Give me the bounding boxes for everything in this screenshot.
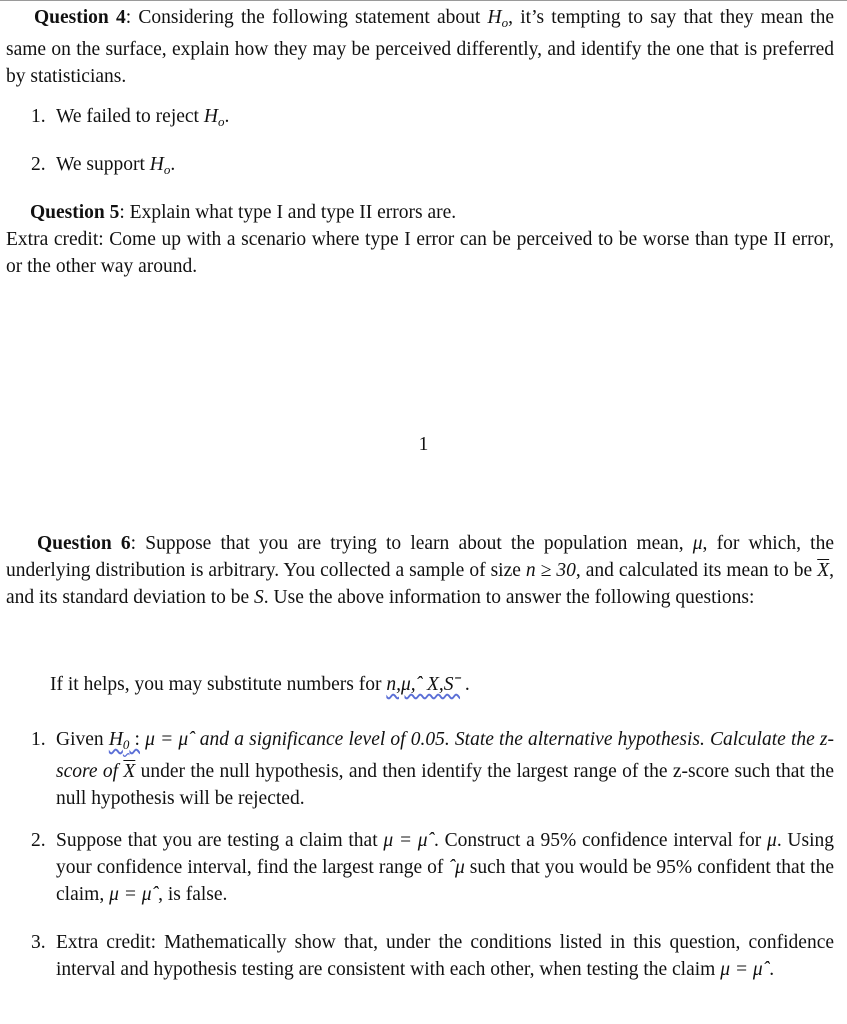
question-4-item-1 bbox=[31, 103, 229, 135]
mu-symbol: μ bbox=[767, 830, 777, 851]
item-text: We support bbox=[56, 154, 150, 175]
question-4-label: Question 4 bbox=[34, 7, 126, 28]
question-5-text: : Explain what type I and type II errors are. bbox=[119, 202, 457, 223]
claim-equation: μ = μˆ bbox=[383, 830, 435, 851]
item-text-b: . Construct a 95% confidence interval for bbox=[434, 830, 768, 851]
question-5-paragraph bbox=[30, 199, 834, 226]
question-6-text-b: , for which, the underlying distribution is arbitrary. You collected a sample of size bbox=[6, 533, 834, 581]
list-number: 2. bbox=[31, 830, 46, 851]
list-number: 2. bbox=[31, 154, 46, 175]
claim-equation: μ = μˆ bbox=[109, 884, 159, 905]
question-4-item-2 bbox=[31, 151, 175, 183]
mu-hat-symbol: ˆμ bbox=[448, 857, 465, 878]
question-6-item-2 bbox=[31, 827, 834, 908]
question-6-text-a: : Suppose that you are trying to learn about the population mean, bbox=[130, 533, 693, 554]
item-text-a: Extra credit: Mathematically show that, under the conditions listed in this question, confidence interval and hypothesis testing are consistent with each other, when testing the claim bbox=[56, 932, 834, 980]
substitution-hint bbox=[50, 671, 470, 698]
item-text-c: . Using your confidence interval, find the largest range of bbox=[56, 830, 834, 878]
null-hypothesis-colon: : bbox=[129, 729, 140, 750]
list-number: 1. bbox=[31, 106, 46, 127]
top-border bbox=[0, 0, 847, 1]
item-text-b: μ = μˆ and a significance level of 0.05. State the alternative hypothesis. Calculate the z-score of bbox=[56, 729, 835, 782]
question-6-item-1 bbox=[31, 726, 834, 812]
item-text-d: such that you would be 95% confident that the claim, bbox=[56, 857, 834, 905]
hint-text: If it helps, you may substitute numbers for bbox=[50, 674, 387, 695]
mu-symbol: μ bbox=[692, 533, 703, 554]
null-hypothesis-symbol: H bbox=[203, 106, 218, 127]
hint-end: . bbox=[460, 674, 470, 695]
item-end: . bbox=[170, 154, 176, 175]
hint-variables: n,μ,ˆ X,Sˉ bbox=[386, 674, 461, 695]
question-6-text-e: . Use the above information to answer the following questions: bbox=[263, 587, 755, 608]
sample-size-condition: n ≥ 30 bbox=[525, 560, 576, 581]
sample-mean-symbol: $\overline{X}$ bbox=[817, 560, 830, 581]
item-text-b: . bbox=[769, 959, 775, 980]
question-6-label: Question 6 bbox=[37, 533, 131, 554]
question-5-label: Question 5 bbox=[30, 202, 120, 223]
list-number: 1. bbox=[31, 729, 46, 750]
sample-mean-symbol: $\overline{X}$ bbox=[123, 761, 136, 782]
question-4-text-b: , it’s tempting to say that they mean the same on the surface, explain how they may be perceived differently, and identify the one that is preferred by statisticians. bbox=[6, 7, 835, 87]
null-hypothesis-symbol: H bbox=[487, 7, 502, 28]
list-number: 3. bbox=[31, 932, 46, 953]
item-text: We failed to reject bbox=[56, 106, 204, 127]
std-dev-symbol: S bbox=[254, 587, 264, 608]
item-text-a: Suppose that you are testing a claim that bbox=[56, 830, 384, 851]
question-4-text-a: : Considering the following statement about bbox=[125, 7, 488, 28]
null-hypothesis-symbol: H bbox=[108, 729, 123, 750]
null-hypothesis-subscript: o bbox=[217, 114, 225, 129]
item-end: . bbox=[224, 106, 230, 127]
item-text-a: Given bbox=[56, 729, 109, 750]
claim-equation: μ = μˆ bbox=[720, 959, 770, 980]
null-hypothesis-subscript: 0 bbox=[122, 737, 130, 752]
item-text-e: , is false. bbox=[158, 884, 228, 905]
question-6-text-d: , and its standard deviation to be bbox=[6, 560, 834, 608]
page-number: 1 bbox=[418, 434, 429, 455]
question-6-paragraph bbox=[6, 530, 834, 611]
null-hypothesis-subscript: o bbox=[163, 162, 171, 177]
question-6-text-c: , and calculated its mean to be bbox=[575, 560, 818, 581]
null-hypothesis-subscript: o bbox=[501, 15, 509, 30]
item-text-c: under the null hypothesis, and then identify the largest range of the z-score such that the null hypothesis will be rejected. bbox=[56, 761, 834, 809]
question-4-paragraph bbox=[6, 4, 834, 90]
question-6-item-3 bbox=[31, 929, 834, 983]
question-5-extra-credit: Extra credit: Come up with a scenario where type I error can be perceived to be worse than type II error, or the other way around. bbox=[6, 229, 834, 277]
null-hypothesis-symbol: H bbox=[149, 154, 164, 175]
